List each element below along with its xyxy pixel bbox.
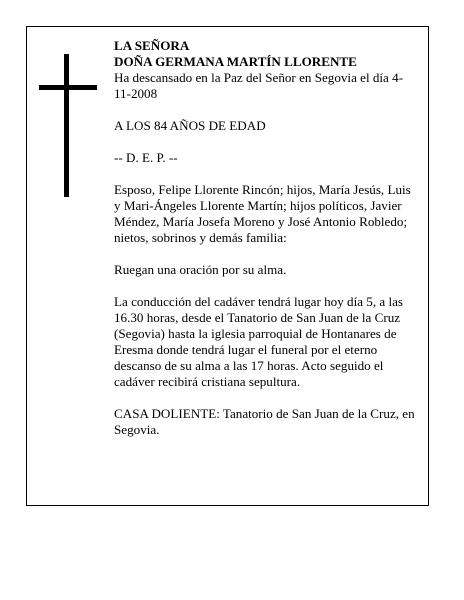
- obituary-text: [114, 38, 420, 454]
- title-line-1: LA SEÑORA: [114, 38, 190, 53]
- mourning-house: CASA DOLIENTE: Tanatorio de San Juan de la Cruz, en Segovia.: [114, 406, 415, 437]
- rip-line: -- D. E. P. --: [114, 150, 178, 165]
- cross-icon: [39, 54, 97, 197]
- cross-vertical-bar: [64, 54, 69, 197]
- family-paragraph: Esposo, Felipe Llorente Rincón; hijos, María Jesús, Luis y Mari-Ángeles Llorente Martín; hijos políticos, Javier Méndez, María Josefa Moreno y José Antonio Robledo; nietos, sobrinos y demás familia:: [114, 182, 411, 245]
- deceased-name: DOÑA GERMANA MARTÍN LLORENTE: [114, 54, 357, 69]
- cross-horizontal-bar: [39, 85, 97, 90]
- prayer-line: Ruegan una oración por su alma.: [114, 262, 287, 277]
- death-announcement: Ha descansado en la Paz del Señor en Segovia el día 4-11-2008: [114, 70, 404, 101]
- ceremony-paragraph: La conducción del cadáver tendrá lugar hoy día 5, a las 16.30 horas, desde el Tanatorio de San Juan de la Cruz (Segovia) hasta la iglesia parroquial de Hontanares de Eresma donde tendrá lugar el funeral por el eterno descanso de su alma a las 17 horas. Acto seguido el cadáver recibirá cristiana sepultura.: [114, 294, 404, 389]
- age-line: A LOS 84 AÑOS DE EDAD: [114, 118, 266, 133]
